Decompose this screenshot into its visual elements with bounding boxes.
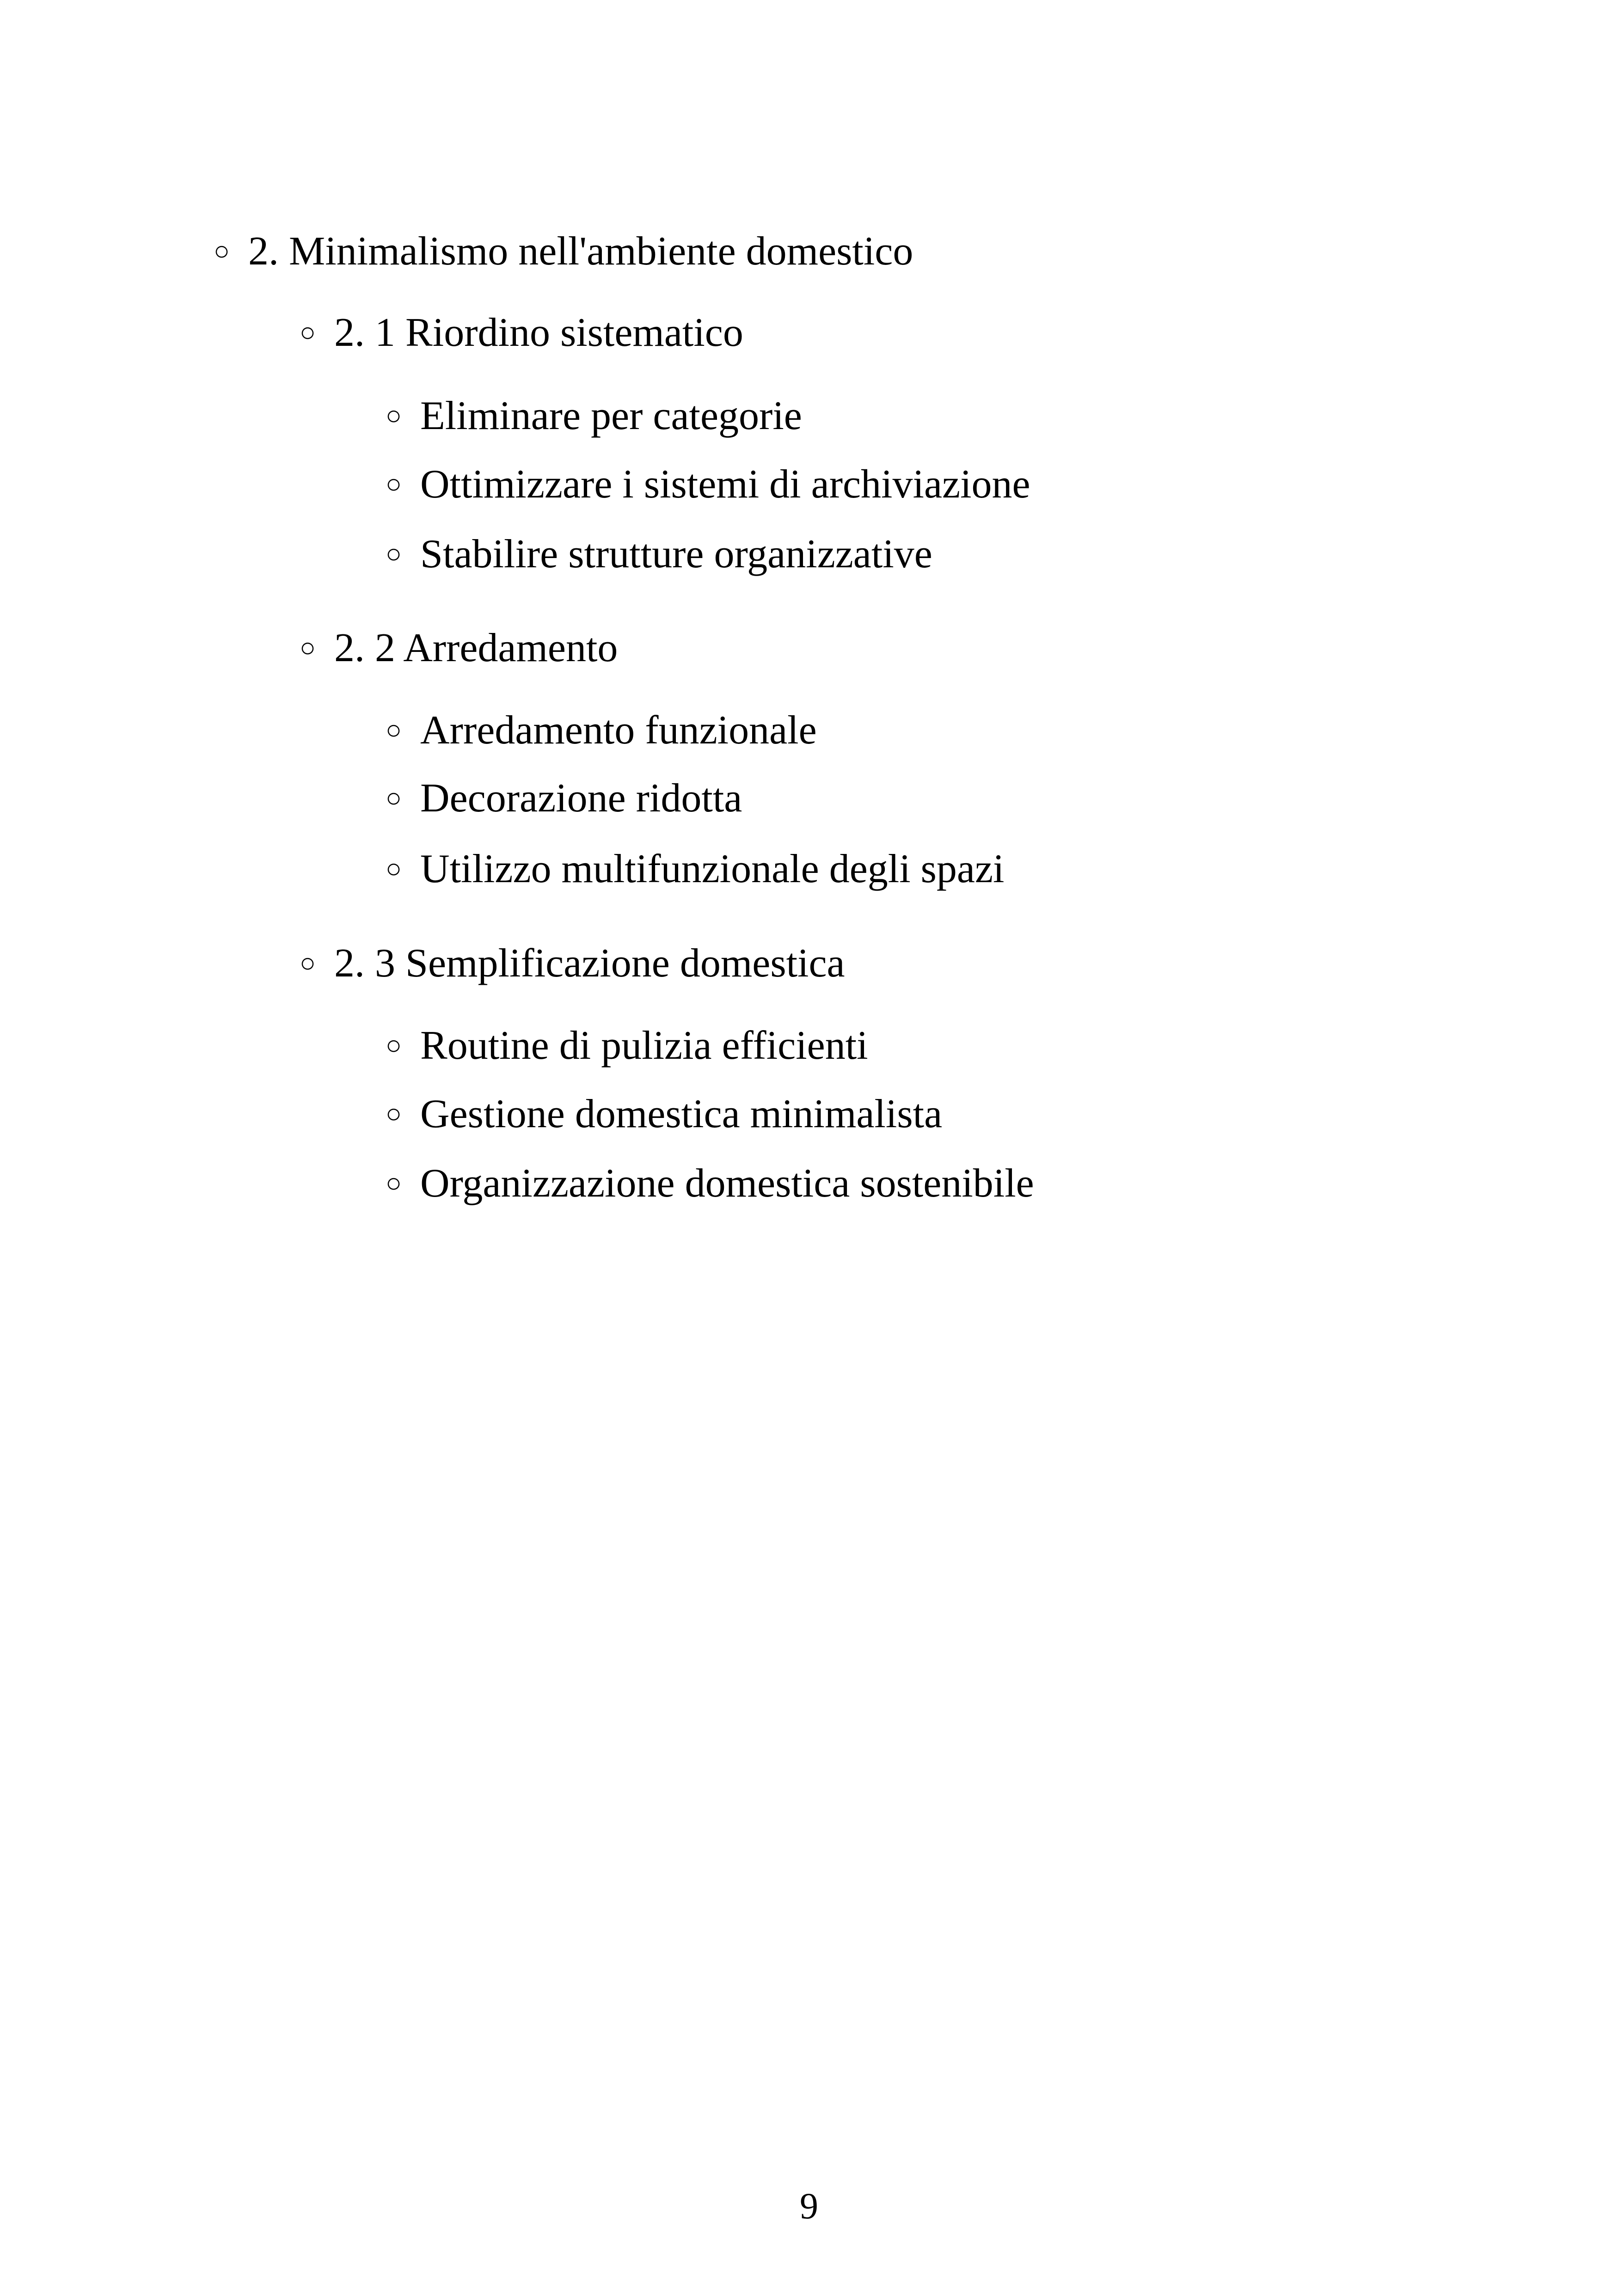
page-number: 9 bbox=[800, 2186, 818, 2227]
list-item-text: Eliminare per categorie bbox=[420, 393, 802, 438]
circle-bullet-icon: ○ bbox=[386, 1167, 402, 1198]
outline-level2-item bbox=[300, 943, 845, 984]
list-item-text: Routine di pulizia efficienti bbox=[420, 1023, 868, 1068]
outline-level3-item bbox=[386, 534, 932, 575]
outline-level3-item bbox=[386, 393, 802, 438]
outline-level2-item bbox=[300, 628, 618, 669]
list-item-text: Arredamento funzionale bbox=[420, 708, 817, 753]
circle-bullet-icon: ○ bbox=[386, 714, 402, 745]
circle-bullet-icon: ○ bbox=[386, 1098, 402, 1129]
circle-bullet-icon: ○ bbox=[386, 782, 402, 813]
outline-level3-item bbox=[386, 710, 817, 751]
circle-bullet-icon: ○ bbox=[300, 632, 316, 663]
list-item-text: Organizzazione domestica sostenibile bbox=[420, 1161, 1034, 1206]
circle-bullet-icon: ○ bbox=[300, 317, 316, 347]
list-item-text: Decorazione ridotta bbox=[420, 776, 742, 821]
circle-bullet-icon: ○ bbox=[386, 1030, 402, 1060]
subsection-heading: 2. 1 Riordino sistematico bbox=[334, 310, 743, 355]
outline-level3-item bbox=[386, 1163, 1034, 1204]
outline-level3-item bbox=[386, 778, 742, 819]
outline-level3-item bbox=[386, 464, 1030, 505]
outline-level1-item bbox=[214, 231, 913, 272]
list-item-text: Gestione domestica minimalista bbox=[420, 1092, 943, 1136]
outline-level2-item bbox=[300, 310, 743, 355]
circle-bullet-icon: ○ bbox=[386, 468, 402, 499]
list-item-text: Utilizzo multifunzionale degli spazi bbox=[420, 847, 1005, 891]
circle-bullet-icon: ○ bbox=[214, 235, 230, 266]
outline-level3-item bbox=[386, 1094, 942, 1135]
section-heading: 2. Minimalismo nell'ambiente domestico bbox=[248, 229, 913, 274]
circle-bullet-icon: ○ bbox=[386, 400, 402, 430]
subsection-heading: 2. 2 Arredamento bbox=[334, 626, 618, 670]
circle-bullet-icon: ○ bbox=[386, 538, 402, 569]
list-item-text: Ottimizzare i sistemi di archiviazione bbox=[420, 462, 1030, 507]
circle-bullet-icon: ○ bbox=[300, 947, 316, 978]
list-item-text: Stabilire strutture organizzative bbox=[420, 532, 932, 577]
circle-bullet-icon: ○ bbox=[386, 853, 402, 884]
outline-level3-item bbox=[386, 849, 1004, 890]
outline-level3-item bbox=[386, 1025, 868, 1066]
subsection-heading: 2. 3 Semplificazione domestica bbox=[334, 941, 845, 986]
